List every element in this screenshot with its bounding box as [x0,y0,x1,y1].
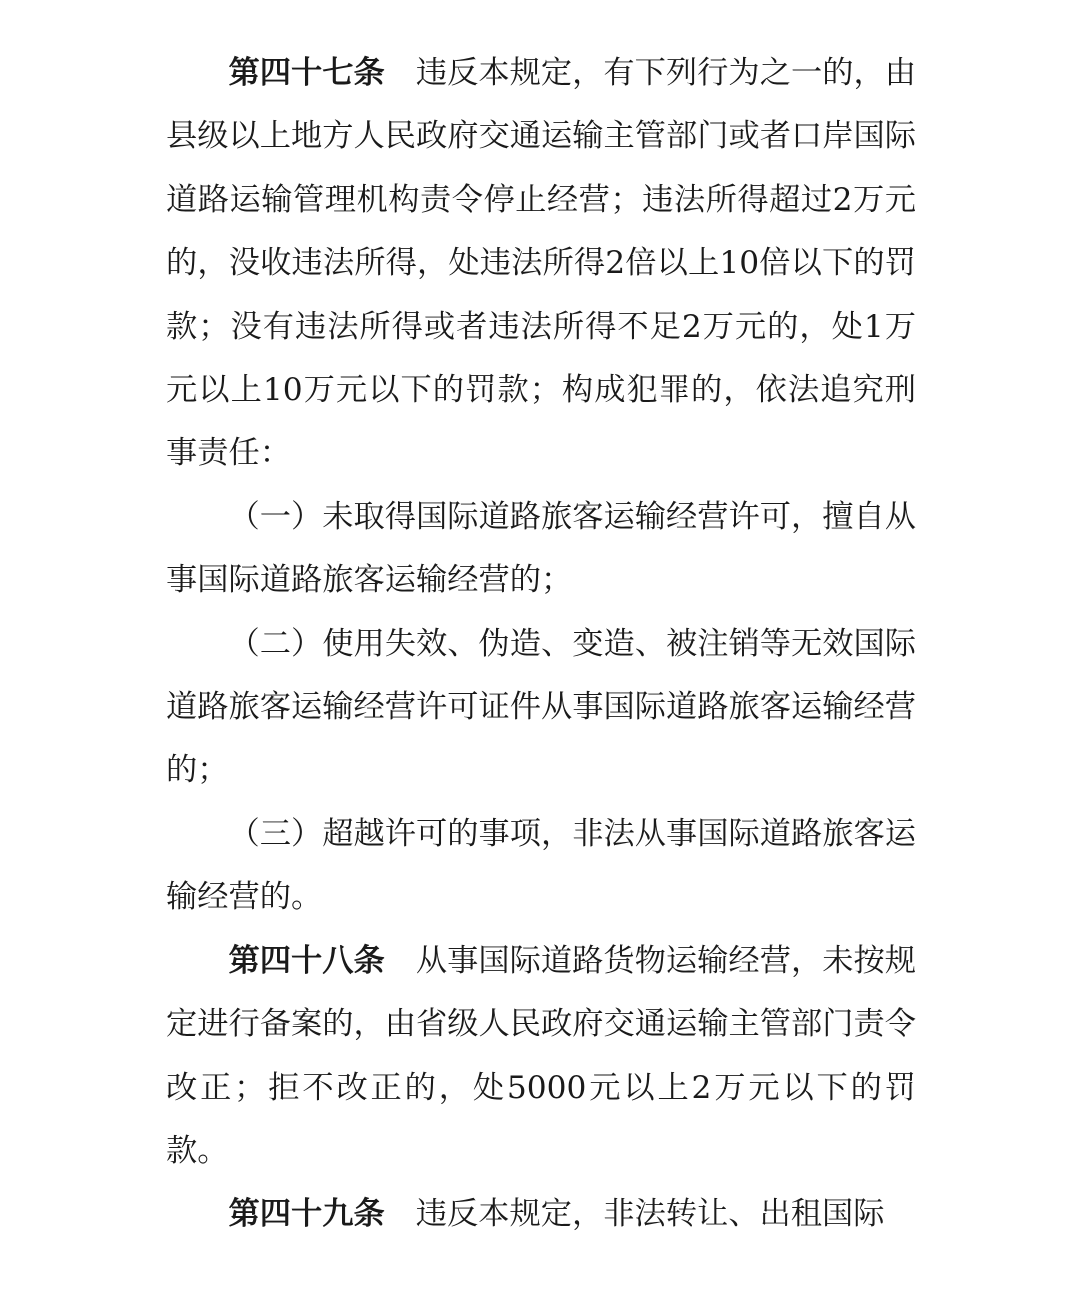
article-48-text: 从事国际道路货物运输经营，未按规定进行备案的，由省级人民政府交通运输主管部门责令改正；拒不改正的，处5000元以上2万元以下的罚款。 [166,942,916,1169]
document-page [166,42,916,1247]
article-47-intro [166,42,916,486]
article-49 [166,1183,916,1246]
article-47-item-3: （三）超越许可的事项，非法从事国际道路旅客运输经营的。 [166,815,916,916]
article-47-item-1: （一）未取得国际道路旅客运输经营许可，擅自从事国际道路旅客运输经营的； [166,498,916,599]
article-47-item-2: （二）使用失效、伪造、变造、被注销等无效国际道路旅客运输经营许可证件从事国际道路旅客运输经营的； [166,625,916,789]
article-47-title: 第四十七条 [228,55,385,91]
article-48-title: 第四十八条 [228,942,385,979]
article-49-title: 第四十九条 [228,1196,385,1233]
article-49-text: 违反本规定，非法转让、出租国际 [415,1196,885,1233]
article-47-text: 违反本规定，有下列行为之一的，由县级以上地方人民政府交通运输主管部门或者口岸国际道路运输管理机构责令停止经营；违法所得超过2万元的，没收违法所得，处违法所得2倍以上10倍以下的罚款；没有违法所得或者违法所得不足2万元的，处1万元以上10万元以下的罚款；构成犯罪的，依法追究刑事责任： [166,55,916,472]
article-48 [166,930,916,1184]
